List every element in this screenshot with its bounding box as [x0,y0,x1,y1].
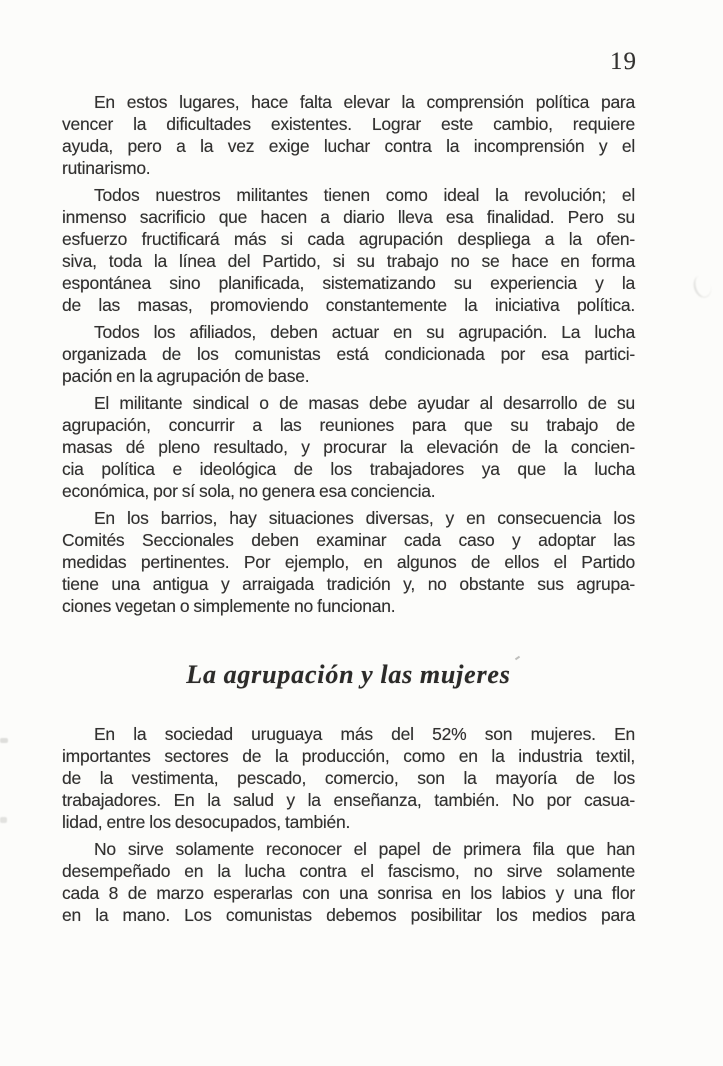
text-line: En estos lugares, hace falta elevar la comprensión política para [94,92,635,112]
text-line: No sirve solamente reconocer el papel de primera fila que han [94,839,635,859]
text-line: importantes sectores de la producción, como en la industria textil, [62,746,635,766]
text-line: ayuda, pero a la vez exige luchar contra la incomprensión y el [62,136,635,156]
text-line: organizada de los comunistas está condicionada por esa partici- [62,344,635,364]
text-line: inmenso sacrificio que hacen a diario lleva esa finalidad. Pero su [62,207,635,227]
text-line: de la vestimenta, pescado, comercio, son la mayoría de los [62,768,635,788]
paragraph [62,184,635,316]
text-line: agrupación, concurrir a las reuniones para que su trabajo de [62,415,635,435]
text-line: Todos los afiliados, deben actuar en su agrupación. La lucha [94,322,635,342]
scan-artifact [0,817,7,823]
text-line: económica, por sí sola, no genera esa conciencia. [62,481,436,501]
page-text-block [62,91,635,926]
text-line: masas dé pleno resultado, y procurar la elevación de la concien- [62,437,635,457]
text-line: espontánea sino planificada, sistematizando su experiencia y la [62,273,635,293]
paragraph [62,91,635,179]
paragraph [62,723,635,833]
paragraph [62,321,635,387]
paragraph [62,392,635,502]
text-line: rutinarismo. [62,158,151,178]
text-line: En los barrios, hay situaciones diversas, y en consecuencia los [94,508,635,528]
text-line: vencer la dificultades existentes. Lograr este cambio, requiere [62,114,635,134]
text-line: El militante sindical o de masas debe ayudar al desarrollo de su [94,393,635,413]
text-line: cia política e ideológica de los trabajadores ya que la lucha [62,459,635,479]
text-line: Todos nuestros militantes tienen como ideal la revolución; el [94,185,635,205]
text-line: desempeñado en la lucha contra el fascismo, no sirve solamente [62,861,635,881]
text-line: medidas pertinentes. Por ejemplo, en algunos de ellos el Partido [62,552,635,572]
text-line: tiene una antigua y arraigada tradición y, no obstante sus agrupa- [62,574,635,594]
scan-artifact [0,738,8,743]
text-line: siva, toda la línea del Partido, si su trabajo no se hace en forma [62,251,635,271]
text-line: ciones vegetan o simplemente no funcionan. [62,596,396,616]
text-line: esfuerzo fructificará más si cada agrupación despliega a la ofen- [62,229,635,249]
text-line: pación en la agrupación de base. [62,366,310,386]
text-line: trabajadores. En la salud y la enseñanza, también. No por casua- [62,790,635,810]
page-number: 19 [610,48,637,75]
text-line: en la mano. Los comunistas debemos posibilitar los medios para [62,905,635,925]
scan-artifact [691,273,714,300]
text-line: cada 8 de marzo esperarlas con una sonrisa en los labios y una flor [62,883,635,903]
paragraph [62,507,635,617]
text-line: En la sociedad uruguaya más del 52% son mujeres. En [94,724,635,744]
paragraph [62,838,635,926]
text-line: Comités Seccionales deben examinar cada caso y adoptar las [62,530,635,550]
section-heading: La agrupación y las mujeres [186,660,511,689]
text-line: lidad, entre los desocupados, también. [62,812,351,832]
text-line: de las masas, promoviendo constantemente la iniciativa política. [62,295,635,315]
